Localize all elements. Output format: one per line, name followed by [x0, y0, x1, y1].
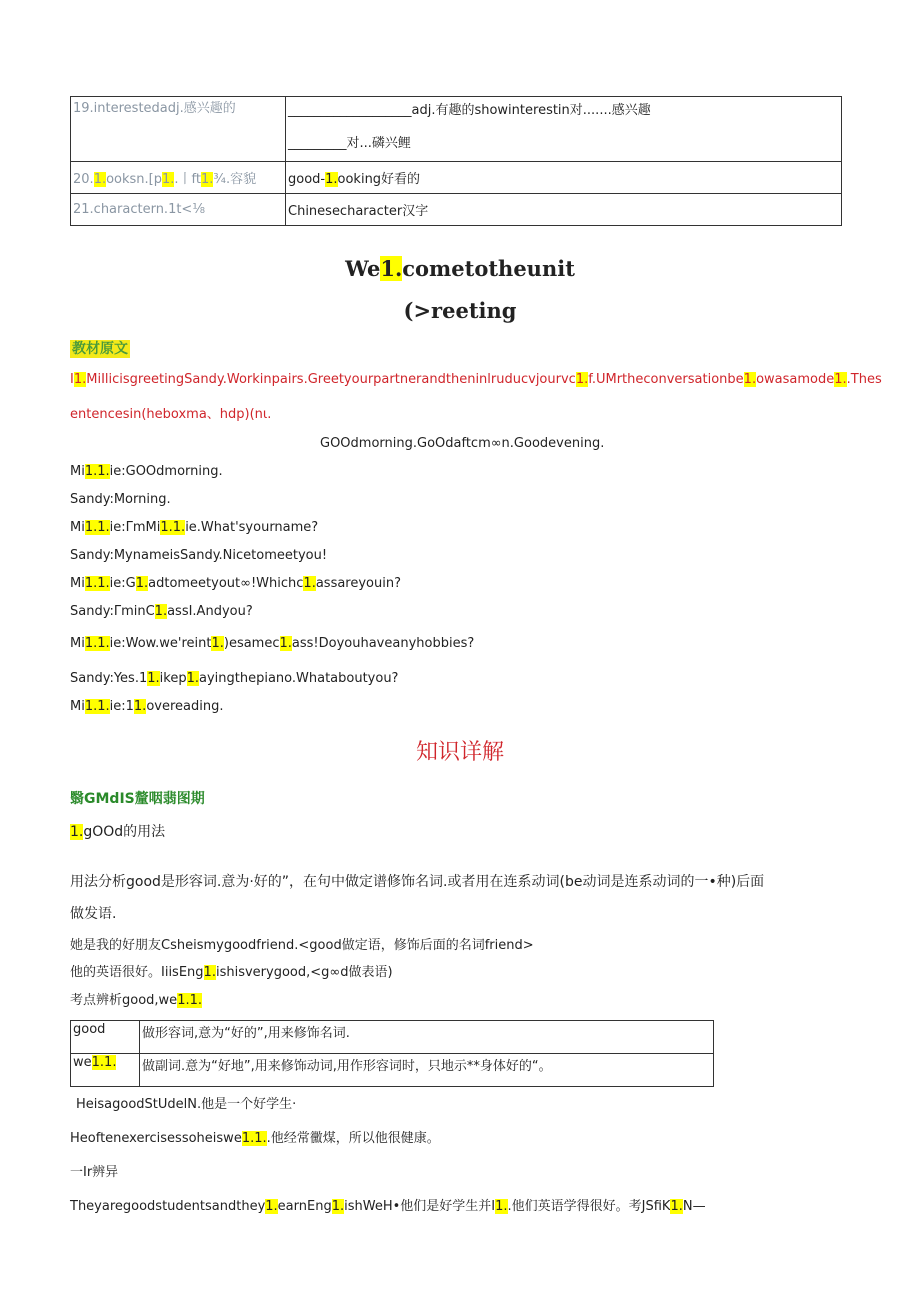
instruction-line: entencesin(heboxma、hdp)(nι. [70, 407, 272, 422]
table-row [71, 1054, 714, 1087]
table-cell: 21.charactern.1t<⅛ [71, 193, 286, 225]
page-subtitle: (>reeting [403, 298, 517, 323]
table-cell: 做副词.意为“好地”,用来修饰动词,用作形容词时，只地示**身体好的“。 [140, 1054, 714, 1087]
analysis-line: 做发语. [70, 906, 117, 922]
dialogue-line: Mi1.1.ie:GOOdmorning. [70, 464, 223, 479]
example-line: 她是我的好朋友Csheismygoodfriend.<good做定语，修饰后面的名词friend> [70, 938, 534, 953]
good-well-table [70, 1020, 714, 1087]
table-cell [71, 97, 286, 162]
green-heading: 翳GMdIS釐咽翡图期 [70, 791, 205, 807]
analysis-line: 用法分析good是形容词.意为·好的”，在句中做定谱修饰名词.或者用在连系动词(be动词是连系动词的一•种)后面 [70, 874, 765, 890]
dialogue-line: Sandy:ΓminC1.assI.Andyou? [70, 604, 253, 619]
compare-heading: 考点辨析good,we1.1. [70, 993, 202, 1008]
greeting-line: GOOdmorning.GoOdaftcm∞n.Goodevening. [320, 436, 605, 451]
section-banner: 教材原文 [72, 341, 128, 357]
table-cell: good-1.ooking好看的 [286, 161, 842, 193]
table-cell: we1.1. [71, 1054, 140, 1087]
dialogue-line: Mi1.1.ie:Wow.we'reint1.)esamec1.ass!Doyouhaveanyhobbies? [70, 636, 475, 651]
table-row [71, 193, 842, 225]
example-line: HeisagoodStUdelN.他是一个好学生· [76, 1097, 297, 1112]
table-row [71, 97, 842, 162]
dialogue-line: Mi1.1.ie:11.overeading. [70, 699, 224, 714]
example-line: Heoftenexercisessoheiswe1.1..他经常黴煤，所以他很健康。 [70, 1131, 440, 1146]
cell-text: 19.interestedadj.感兴趣的 [73, 101, 236, 116]
example-line: Theyaregoodstudentsandthey1.earnEng1.ishWeH•他们是好学生并I1..他们英语学得很好。考JSfiK1.N— [70, 1199, 706, 1214]
distinction-label: 一Ir辨异 [70, 1165, 119, 1180]
dialogue-line: Sandy:MynameisSandy.Nicetomeetyou! [70, 548, 328, 563]
point-heading: 1.gOOd的用法 [70, 824, 166, 840]
page-title: We1.cometotheunit [345, 256, 575, 281]
dialogue-line: Mi1.1.ie:G1.adtomeetyout∞!Whichc1.assareyouin? [70, 576, 402, 591]
example-line: 他的英语很好。IiisEng1.ishisverygood,<g∞d做表语) [70, 965, 393, 980]
cell-text: ___________________adj.有趣的showinterestin对.......感兴趣 [288, 103, 651, 118]
instruction-line: I1.MiIlicisgreetingSandy.Workinpairs.Greetyourpartnerandtheninlruducvjourvc1.f.UMrtheconversationbe1.owasamode1..Thes [70, 372, 882, 387]
vocab-table [70, 96, 842, 226]
table-cell: 20.1.ooksn.[p1..丨ft1.¾.容貌 [71, 161, 286, 193]
section-title: 知识详解 [415, 740, 504, 765]
table-cell: Chinesecharacter汉字 [286, 193, 842, 225]
table-row [71, 161, 842, 193]
dialogue-line: Sandy:Morning. [70, 492, 171, 507]
cell-text: _________对...磷兴鲤 [288, 136, 411, 151]
dialogue-line: Mi1.1.ie:ΓmMi1.1.ie.What'syourname? [70, 520, 319, 535]
table-cell: good [71, 1021, 140, 1054]
table-cell: 做形容词,意为“好的”,用来修饰名词. [140, 1021, 714, 1054]
table-cell [286, 97, 842, 162]
table-row [71, 1021, 714, 1054]
dialogue-line: Sandy:Yes.11.ikep1.ayingthepiano.Whataboutyou? [70, 671, 399, 686]
